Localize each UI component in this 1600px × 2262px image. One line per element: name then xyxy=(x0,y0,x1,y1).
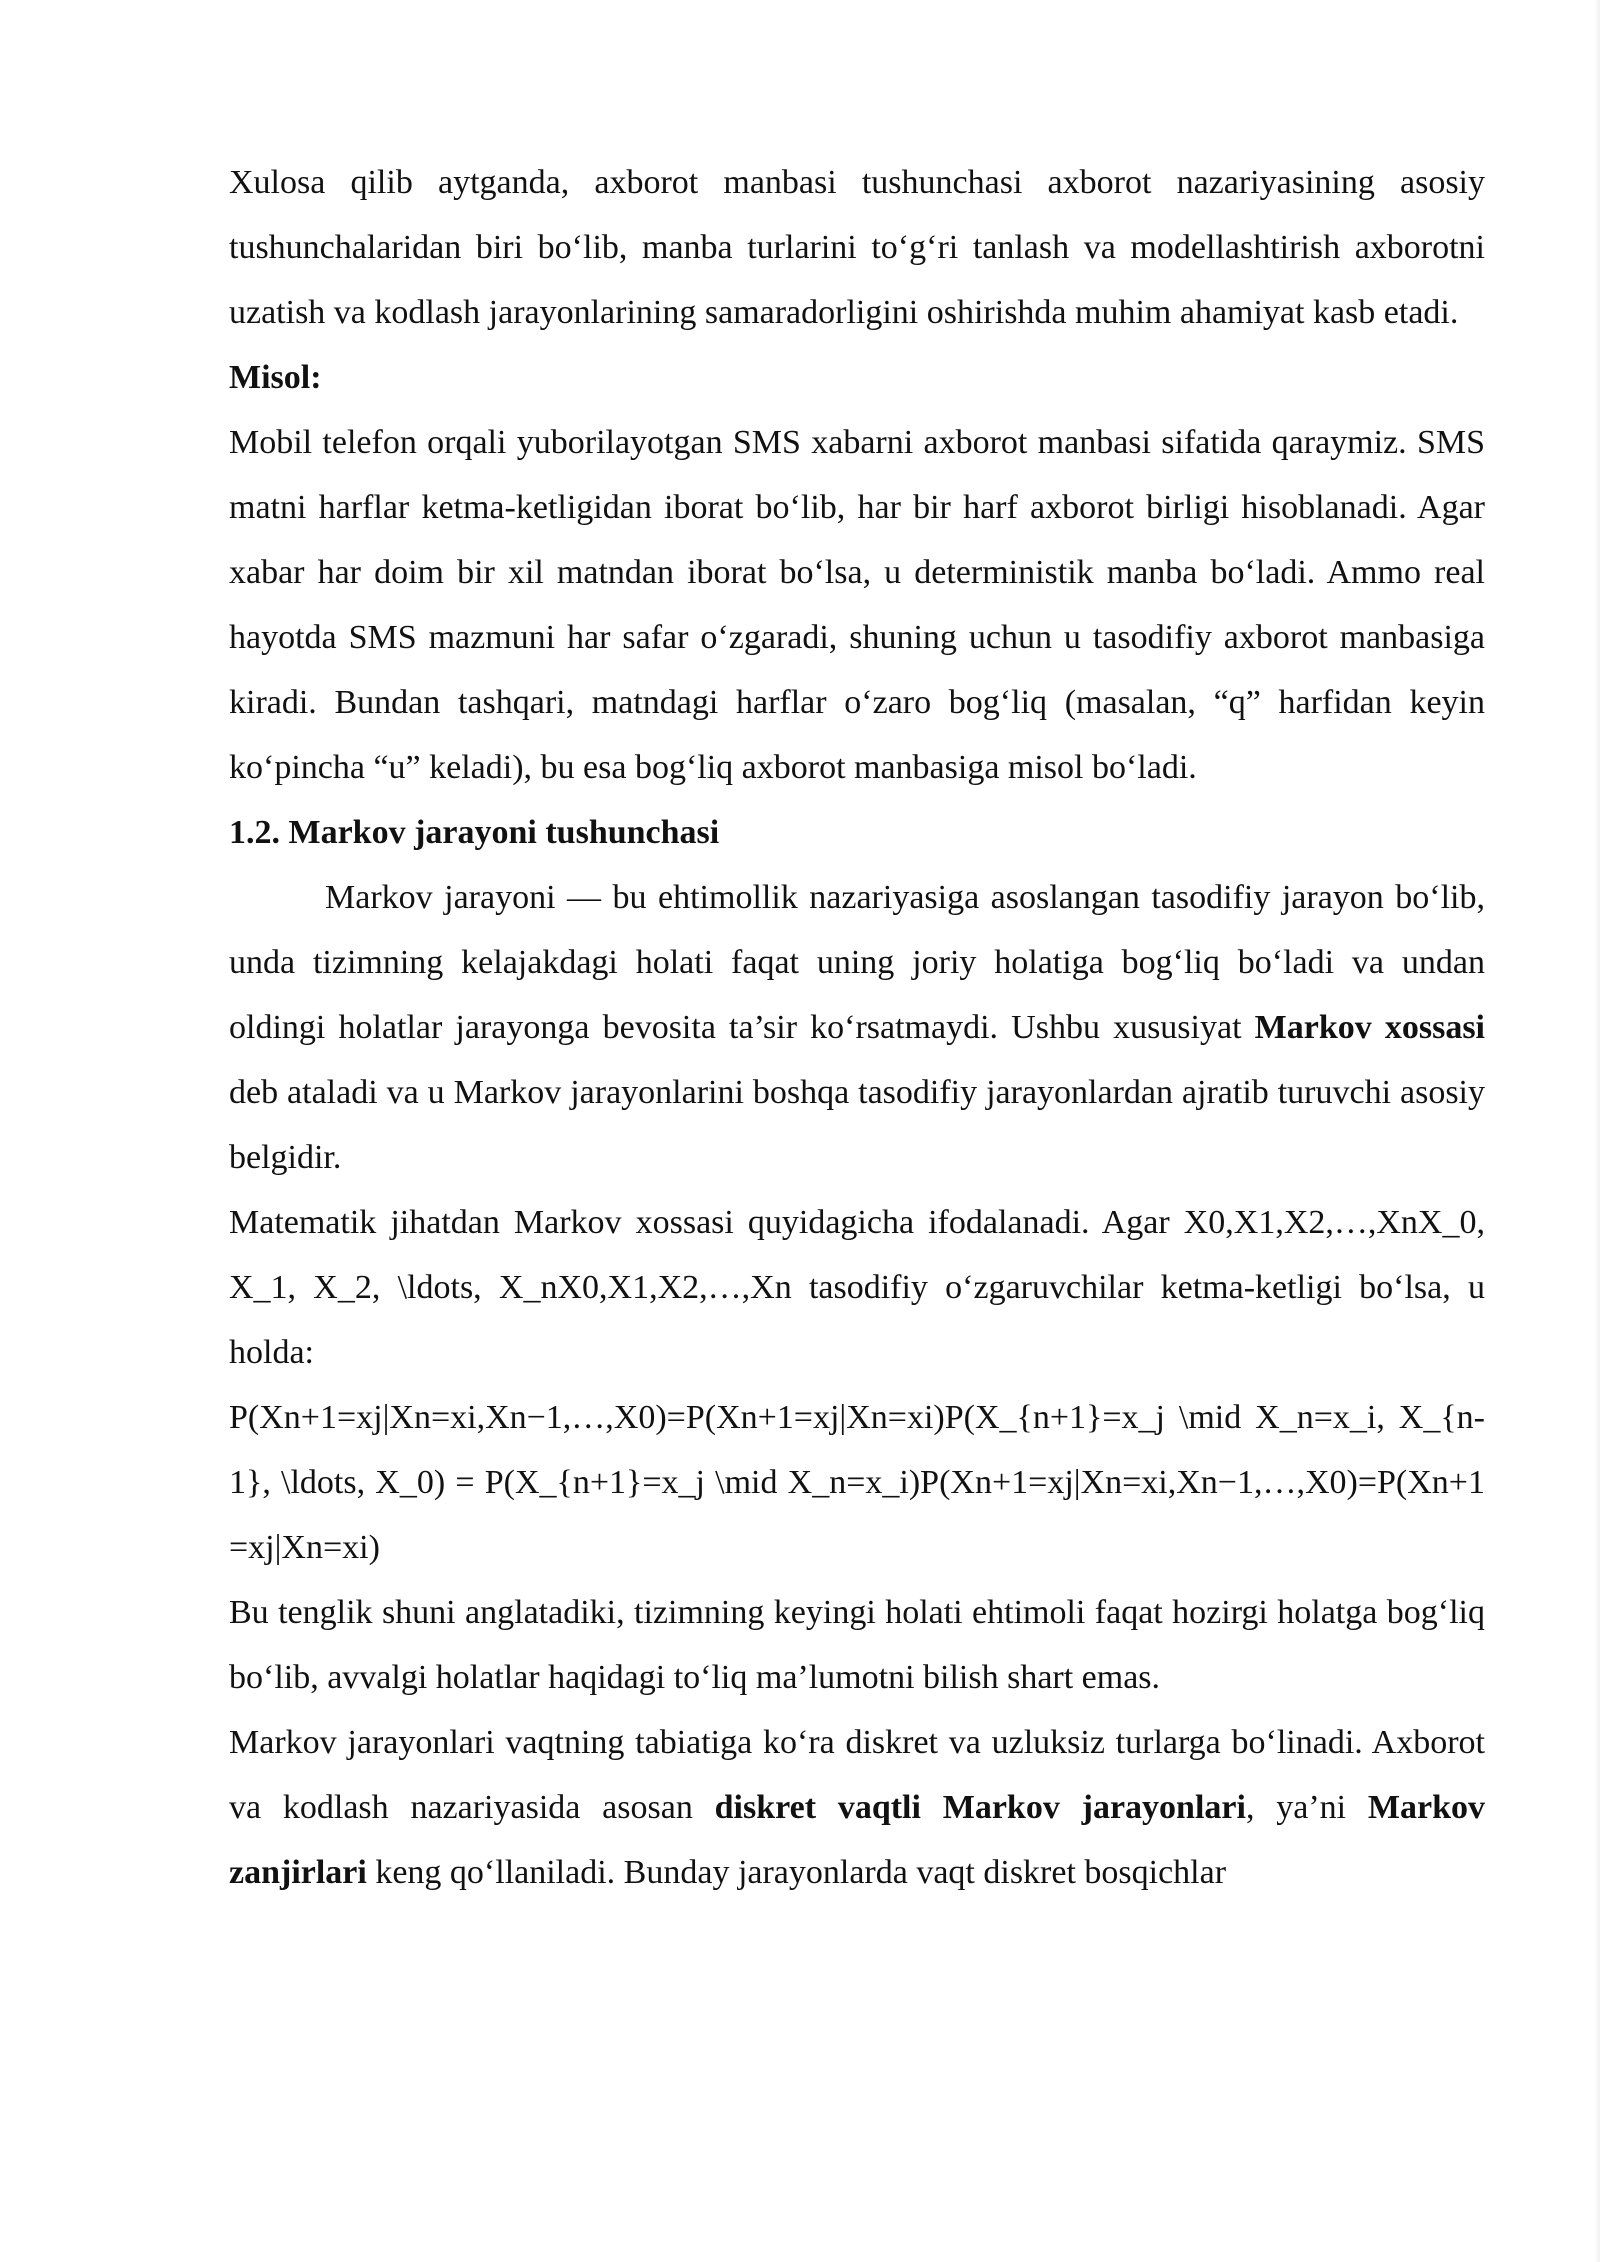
example-paragraph: Mobil telefon orqali yuborilayotgan SMS xabarni axborot manbasi sifatida qaraymiz. SMS matni harflar ketma-ketligidan iborat bo‘lib, har bir harf axborot birligi hisoblanadi. Agar xabar har doim bir xil matndan iborat bo‘lsa, u deterministik manba bo‘ladi. Ammo real hayotda SMS mazmuni har safar o‘zgaradi, shuning uchun u tasodifiy axborot manbasiga kiradi. Bundan tashqari, matndagi harflar o‘zaro bog‘liq (masalan, “q” harfidan keyin ko‘pincha “u” keladi), bu esa bog‘liq axborot manbasiga misol bo‘ladi. xyxy=(229,424,1485,786)
types-text-b: , ya’ni xyxy=(1245,1789,1368,1826)
conclusion-paragraph: Xulosa qilib aytganda, axborot manbasi tushunchasi axborot nazariyasining asosiy tushunchalaridan biri bo‘lib, manba turlarini to‘g‘ri tanlash va modellashtirish axborotni uzatish va kodlash jarayonlarining samaradorligini oshirishda muhim ahamiyat kasb etadi. xyxy=(229,164,1485,331)
meaning-paragraph: Bu tenglik shuni anglatadiki, tizimning keyingi holati ehtimoli faqat hozirgi holatga bog‘liq bo‘lib, avvalgi holatlar haqidagi to‘liq ma’lumotni bilish shart emas. xyxy=(229,1594,1485,1696)
section-heading: 1.2. Markov jarayoni tushunchasi xyxy=(229,814,720,851)
markov-chains-term: Markov zanjirlari xyxy=(229,1789,1486,1891)
discrete-markov-term: diskret vaqtli Markov jarayonlari xyxy=(714,1789,1246,1826)
page-edge-shadow xyxy=(1594,0,1600,2262)
types-text-c: keng qo‘llaniladi. Bunday jarayonlarda vaqt diskret bosqichlar xyxy=(366,1854,1227,1891)
markov-definition-text-a: Markov jarayoni — bu ehtimollik nazariyasiga asoslangan tasodifiy jarayon bo‘lib, unda tizimning kelajakdagi holati faqat uning joriy holatiga bog‘liq bo‘ladi va undan oldingi holatlar jarayonga bevosita ta’sir ko‘rsatmaydi. Ushbu xususiyat xyxy=(229,879,1485,1046)
markov-definition-text-b: deb ataladi va u Markov jarayonlarini boshqa tasodifiy jarayonlardan ajratib turuvchi asosiy belgidir. xyxy=(229,1074,1485,1176)
document-page xyxy=(229,150,1485,1905)
types-paragraph xyxy=(229,1710,1485,1905)
types-text-a: Markov jarayonlari vaqtning tabiatiga ko‘ra diskret va uzluksiz turlarga bo‘linadi. Axborot va kodlash nazariyasida asosan xyxy=(229,1724,1485,1826)
markov-property-term: Markov xossasi xyxy=(1254,1009,1485,1046)
example-label: Misol: xyxy=(229,359,322,396)
markov-definition-paragraph xyxy=(229,865,1485,1190)
math-intro-paragraph: Matematik jihatdan Markov xossasi quyidagicha ifodalanadi. Agar X0,X1,X2,…,XnX_0, X_1, X_2, \ldots, X_nX0,X1,X2,…,Xn tasodifiy o‘zgaruvchilar ketma-ketligi bo‘lsa, u holda: xyxy=(229,1204,1485,1371)
markov-formula: P(Xn+1=xj|Xn=xi,Xn−1,…,X0)=P(Xn+1=xj|Xn=xi)P(X_{n+1}=x_j \mid X_n=x_i, X_{n-1}, \ldots, X_0) = P(X_{n+1}=x_j \mid X_n=x_i)P(Xn+1=xj|Xn=xi,Xn−1,…,X0)=P(Xn+1=xj|Xn=xi) xyxy=(229,1399,1485,1566)
